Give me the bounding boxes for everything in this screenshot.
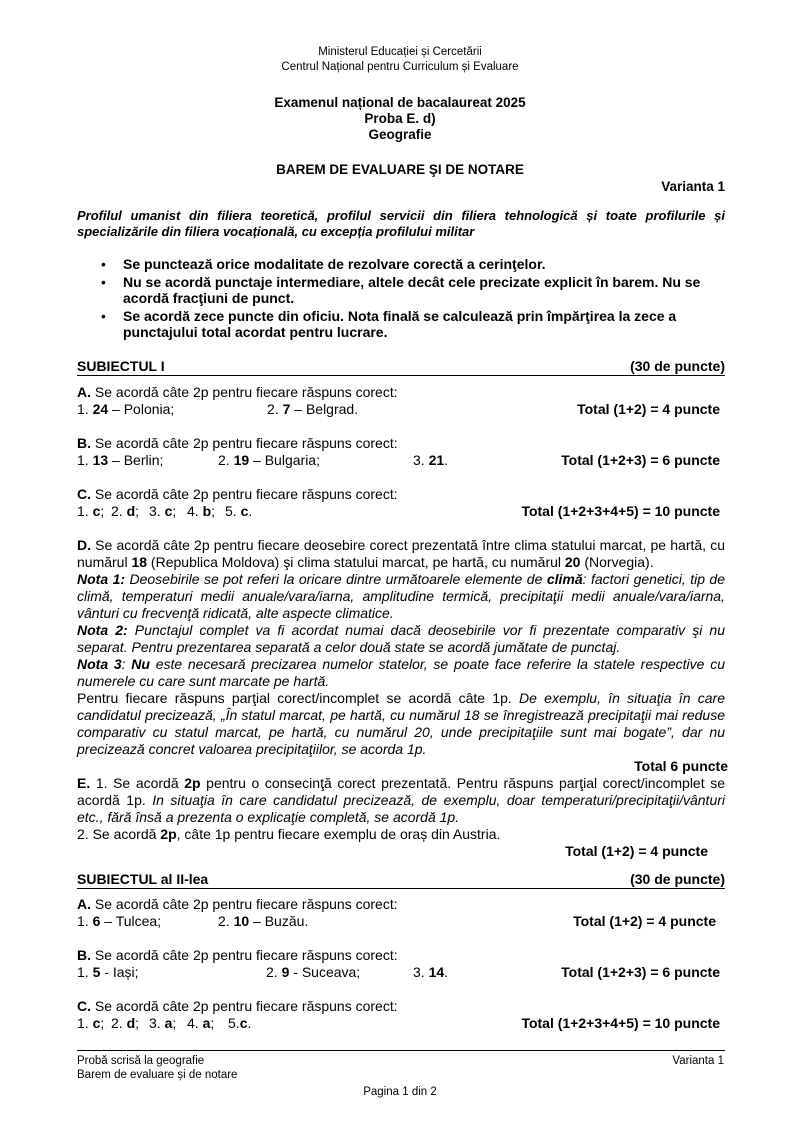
center-header: Centrul Național pentru Curriculum și Evaluare xyxy=(281,61,519,73)
answer-number: 1. xyxy=(77,401,93,417)
item-intro: Se acordă câte 2p pentru fiecare răspuns corect: xyxy=(91,486,398,502)
answer: 1. c; xyxy=(77,1015,105,1031)
answer-text: . xyxy=(444,452,449,468)
answer-value: 19 xyxy=(233,452,250,468)
item-1d-statement: D. Se acordă câte 2p pentru fiecare deosebire corect prezentată între clima statului marcat, pe hartă, cu numărul 18 (Republica Moldova) şi clima statului marcat, pe hartă, cu numărul 20 (Norvegia). xyxy=(77,537,725,570)
exam-title: Examenul național de bacalaureat 2025 xyxy=(274,95,526,110)
item-2b-intro: B. Se acordă câte 2p pentru fiecare răspuns corect: xyxy=(77,947,398,963)
item-2b-answer-1: 1. 5 - Iași; xyxy=(77,964,139,980)
variant-label: Varianta 1 xyxy=(661,179,725,194)
answer-value: 13 xyxy=(92,452,109,468)
item-2b-answer-2: 2. 9 - Suceava; xyxy=(266,964,361,980)
exam-subject: Geografie xyxy=(368,127,432,142)
item-intro: Se acordă câte 2p pentru fiecare răspuns corect: xyxy=(91,435,398,451)
answer-text: – Polonia; xyxy=(108,401,175,417)
answer-value: 21 xyxy=(428,452,445,468)
answer-value: 24 xyxy=(92,401,109,417)
answer-number: 2. xyxy=(267,401,283,417)
item-2b-total: Total (1+2+3) = 6 puncte xyxy=(561,964,720,980)
item-1c-total: Total (1+2+3+4+5) = 10 puncte xyxy=(521,503,720,519)
item-2c-intro: C. Se acordă câte 2p pentru fiecare răspuns corect: xyxy=(77,998,398,1014)
answer-number: 3. xyxy=(413,452,429,468)
answer-number: 1. xyxy=(77,452,93,468)
answer-text: – Bulgaria; xyxy=(249,452,320,468)
item-1e-point-1: E. 1. Se acordă 2p pentru o consecinţă corect prezentată. Pentru răspuns parţial corect/incomplet se acordă 1p. In situaţia în care candidatul precizează, de exemplu, doar temperaturi/precipitaţii/vânturi etc., fără însă a prezenta o explicaţie completă, se acordă 1p. xyxy=(77,775,725,825)
answer: 4. b; xyxy=(187,503,216,519)
answer: 5. c. xyxy=(225,503,253,519)
item-2a-intro: A. Se acordă câte 2p pentru fiecare răspuns corect: xyxy=(77,896,398,912)
item-1c-intro xyxy=(77,486,725,503)
item-1d-total: Total 6 puncte xyxy=(634,758,728,774)
footer-left-1: Probă scrisă la geografie xyxy=(77,1055,205,1067)
item-1d-nota-2: Nota 2: Punctajul complet va fi acordat numai dacă deosebirile vor fi prezentate comparativ şi nu separat. Pentru prezentarea separată a celor două state se acordă jumătate de punctaj. xyxy=(77,622,725,655)
item-1a-intro xyxy=(77,384,725,401)
footer-variant: Varianta 1 xyxy=(672,1055,724,1067)
item-1d-nota-1: Nota 1: Deosebirile se pot referi la oricare dintre următoarele elemente de climă: factori genetici, tip de climă, temperaturi medii anuale/vara/iarna, amplitudine termică, precipitaţii medii anuale/vara/iarna, vânturi cu frecvenţă ridicată, alte aspecte climatice. xyxy=(77,571,726,621)
item-1b-intro xyxy=(77,435,725,452)
page-number: Pagina 1 din 2 xyxy=(363,1086,437,1098)
item-letter: B. xyxy=(77,435,91,451)
rule-item: • Se acordă zece puncte din oficiu. Nota finală se calculează prin împărţirea la zece a punctajului total acordat pentru lucrare. xyxy=(98,308,726,340)
item-2a-total: Total (1+2) = 4 puncte xyxy=(573,913,716,929)
item-1a-total: Total (1+2) = 4 puncte xyxy=(577,401,720,417)
rules-list xyxy=(98,256,726,342)
section-header-subiect-1 xyxy=(77,358,725,376)
section-title: SUBIECTUL I xyxy=(77,358,165,374)
item-intro: Se acordă câte 2p pentru fiecare răspuns corect: xyxy=(91,384,398,400)
item-1d-partial: Pentru fiecare răspuns parţial corect/incomplet se acordă câte 1p. De exemplu, în situaţia în care candidatul precizează, „În statul marcat, pe hartă, cu numărul 18 se înregistrează precipitaţii mai reduse comparativ cu statul marcat, pe hartă, cu numărul 20, unde precipitaţiile sunt mai bogate”, dar nu precizează concret valoarea precipitaţiilor, se acorda 1p. xyxy=(77,690,725,757)
answer-value: 7 xyxy=(282,401,291,417)
answer: 4. a; xyxy=(187,1015,215,1031)
item-2a-answer-1: 1. 6 – Tulcea; xyxy=(77,913,162,929)
section-title: SUBIECTUL al II-lea xyxy=(77,871,209,887)
section-points: (30 de puncte) xyxy=(630,358,725,374)
footer-left-2: Barem de evaluare și de notare xyxy=(77,1069,238,1081)
answer: 3. a; xyxy=(149,1015,177,1031)
item-2c-total: Total (1+2+3+4+5) = 10 puncte xyxy=(521,1015,720,1031)
item-1e-point-2: 2. Se acordă 2p, câte 1p pentru fiecare exemplu de oraș din Austria. xyxy=(77,826,501,842)
ministry-header: Ministerul Educației și Cercetării xyxy=(318,46,482,58)
answer: 1. c; xyxy=(77,503,105,519)
answer: 2. d; xyxy=(111,503,140,519)
rule-item: • Nu se acordă punctaje intermediare, altele decât cele precizate explicit în barem. Nu se acordă fracţiuni de punct. xyxy=(98,274,726,306)
item-1b-total: Total (1+2+3) = 6 puncte xyxy=(561,452,720,468)
item-letter: A. xyxy=(77,384,91,400)
answer-number: 2. xyxy=(218,452,234,468)
item-1a-answer-2 xyxy=(267,401,358,418)
section-header-subiect-2 xyxy=(77,871,725,889)
item-letter: C. xyxy=(77,486,91,502)
profile-note: Profilul umanist din filiera teoretică, profilul servicii din filiera tehnologică și toate profilurile și specializările din filiera vocațională, cu excepția profilului militar xyxy=(77,208,725,239)
exam-proba: Proba E. d) xyxy=(364,111,436,126)
barem-title: BAREM DE EVALUARE ŞI DE NOTARE xyxy=(276,162,524,177)
item-1b-answer-2 xyxy=(218,452,320,469)
item-1d-nota-3: Nota 3: Nu este necesară precizarea numelor statelor, se poate face referire la statele respective cu numerele cu care sunt marcate pe hartă. xyxy=(77,656,725,689)
item-1e-total: Total (1+2) = 4 puncte xyxy=(565,843,708,859)
item-2a-answer-2: 2. 10 – Buzău. xyxy=(218,913,309,929)
section-points: (30 de puncte) xyxy=(630,871,725,887)
answer-text: – Berlin; xyxy=(108,452,164,468)
item-2b-answer-3: 3. 14. xyxy=(413,964,449,980)
item-1b-answer-3 xyxy=(413,452,448,469)
answer-text: – Belgrad. xyxy=(290,401,359,417)
footer-divider xyxy=(77,1050,725,1051)
rule-item: • Se punctează orice modalitate de rezolvare corectă a cerinţelor. xyxy=(98,256,726,272)
answer: 2. d; xyxy=(111,1015,140,1031)
answer: 5.c. xyxy=(228,1015,252,1031)
answer: 3. c; xyxy=(149,503,177,519)
